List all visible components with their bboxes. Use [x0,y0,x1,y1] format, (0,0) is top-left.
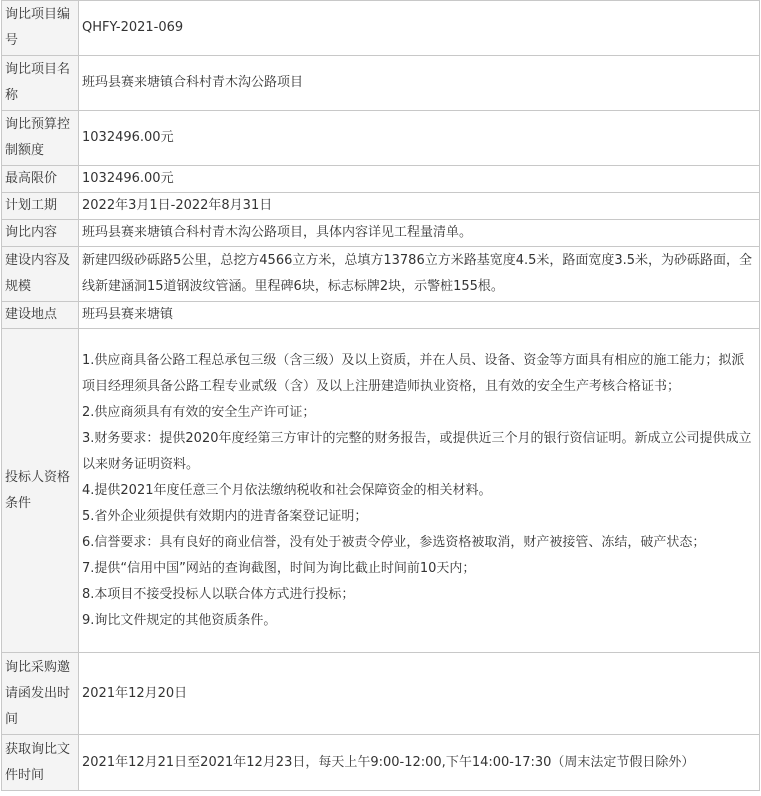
row-label: 询比项目名称 [2,56,79,111]
row-label: 计划工期 [2,193,79,220]
row-label: 询比项目编号 [2,1,79,56]
qualification-list [79,329,760,653]
qualification-item: 7.提供“信用中国”网站的查询截图，时间为询比截止时间前10天内； [82,560,476,576]
table-row [2,193,760,220]
row-value: 2022年3月1日-2022年8月31日 [79,193,760,220]
row-value: 新建四级砂砾路5公里，总挖方4566立方米，总填方13786立方米路基宽度4.5米，路面宽度3.5米，为砂砾路面，全线新建涵洞15道钢波纹管涵。里程碑6块，标志标牌2块，示警桩155根。 [79,247,760,302]
qualification-item: 5.省外企业须提供有效期内的进青备案登记证明； [82,508,368,524]
table-row [2,220,760,247]
table-row [2,653,760,735]
row-value: 1032496.00元 [79,111,760,166]
table-row [2,1,760,56]
qualification-item: 3.财务要求：提供2020年度经第三方审计的完整的财务报告，或提供近三个月的银行资信证明。新成立公司提供成立以来财务证明资料。 [82,430,752,472]
row-value: QHFY-2021-069 [79,1,760,56]
qualification-item: 6.信誉要求：具有良好的商业信誉，没有处于被责令停业，参选资格被取消，财产被接管、冻结，破产状态； [82,534,706,550]
row-value: 1032496.00元 [79,166,760,193]
row-label: 最高限价 [2,166,79,193]
row-label: 询比预算控制额度 [2,111,79,166]
row-label: 获取询比文件时间 [2,735,79,791]
row-label: 建设内容及规模 [2,247,79,302]
row-value: 班玛县赛来塘镇合科村青木沟公路项目，具体内容详见工程量清单。 [79,220,760,247]
qualification-item: 4.提供2021年度任意三个月依法缴纳税收和社会保障资金的相关材料。 [82,482,492,498]
row-value: 2021年12月21日至2021年12月23日，每天上午9:00-12:00,下午14:00-17:30（周末法定节假日除外） [79,735,760,791]
row-label: 投标人资格条件 [2,329,79,653]
qualification-item: 8.本项目不接受投标人以联合体方式进行投标； [82,586,355,602]
qualification-item: 9.询比文件规定的其他资质条件。 [82,612,277,628]
procurement-info-table [1,0,760,791]
row-label: 询比内容 [2,220,79,247]
table-row [2,56,760,111]
table-row [2,329,760,653]
table-row [2,247,760,302]
qualification-item: 2.供应商须具有有效的安全生产许可证； [82,404,316,420]
qualification-item: 1.供应商具备公路工程总承包三级（含三级）及以上资质，并在人员、设备、资金等方面具有相应的施工能力；拟派项目经理须具备公路工程专业贰级（含）及以上注册建造师执业资格，且有效的安全生产考核合格证书； [82,352,745,394]
row-label: 询比采购邀请函发出时间 [2,653,79,735]
table-row [2,302,760,329]
table-row [2,166,760,193]
table-row [2,111,760,166]
row-value: 班玛县赛来塘镇 [79,302,760,329]
table-row [2,735,760,791]
row-value: 2021年12月20日 [79,653,760,735]
row-label: 建设地点 [2,302,79,329]
row-value: 班玛县赛来塘镇合科村青木沟公路项目 [79,56,760,111]
